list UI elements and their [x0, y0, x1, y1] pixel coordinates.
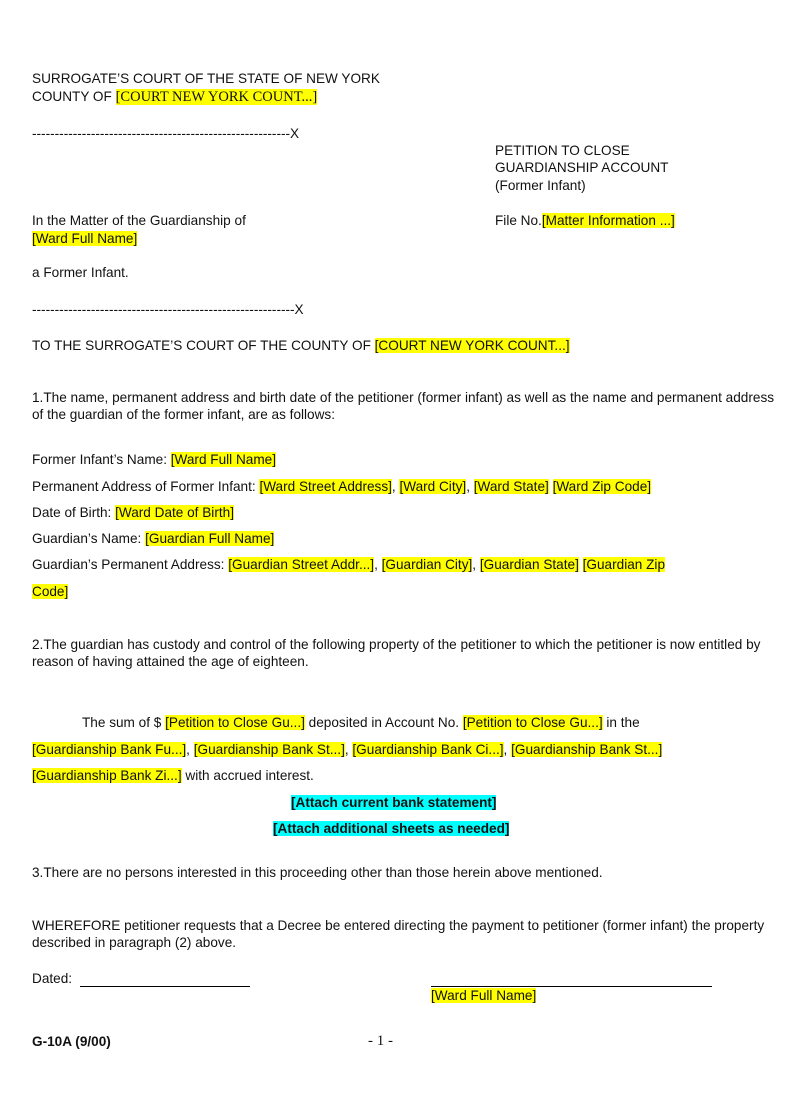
comma: , [344, 742, 353, 757]
comma: , [391, 479, 400, 494]
county-prefix: COUNTY OF [32, 89, 116, 104]
address-county-field[interactable]: [COURT NEW YORK COUNT...] [374, 338, 570, 353]
address-line [32, 338, 570, 353]
file-no-label: File No. [495, 213, 542, 228]
infant-name-row [32, 452, 276, 467]
paragraph-2: 2.The guardian has custody and control of the following property of the petitioner to which the petitioner is now entitled by reason of having attained the age of eighteen. [32, 637, 761, 669]
guardian-name-row [32, 531, 274, 546]
court-name: SURROGATE’S COURT OF THE STATE OF NEW YORK [32, 71, 380, 86]
guardian-name-label: Guardian’s Name: [32, 531, 146, 546]
attach-additional-sheets-text: [Attach additional sheets as needed] [273, 821, 510, 836]
dated-label: Dated: [32, 971, 73, 986]
paragraph-3: 3.There are no persons interested in this proceeding other than those herein above mentioned. [32, 865, 603, 880]
petition-title-line3: (Former Infant) [495, 178, 586, 193]
sum-prefix: The sum of $ [82, 715, 166, 730]
infant-name-label: Former Infant’s Name: [32, 452, 171, 467]
attach-additional-sheets [273, 821, 509, 836]
ward-zip-field[interactable]: [Ward Zip Code] [552, 479, 652, 494]
former-infant-label: a Former Infant. [32, 265, 129, 280]
ward-state-field[interactable]: [Ward State] [473, 479, 549, 494]
signer-name [431, 988, 536, 1003]
guardian-street-field[interactable]: [Guardian Street Addr...] [228, 557, 375, 572]
address-prefix: TO THE SURROGATE’S COURT OF THE COUNTY OF [32, 338, 375, 353]
guardian-city-field[interactable]: [Guardian City] [381, 557, 473, 572]
sum-row-3 [32, 768, 314, 783]
separator-bottom: ----------------------------------------------------------X [32, 302, 304, 317]
form-id: G-10A (9/00) [32, 1034, 111, 1049]
ward-city-field[interactable]: [Ward City] [399, 479, 467, 494]
sum-deposited-text: deposited in Account No. [304, 715, 463, 730]
wherefore-paragraph: WHEREFORE petitioner requests that a Decree be entered directing the payment to petitioner (former infant) the property described in paragraph (2) above. [32, 918, 765, 950]
guardian-name-field[interactable]: [Guardian Full Name] [145, 531, 275, 546]
sum-row-1 [82, 715, 640, 730]
sum-in-the-text: in the [602, 715, 640, 730]
paragraph-1: 1.The name, permanent address and birth date of the petitioner (former infant) as well as the name and permanent address of the guardian of the former infant, are as follows: [32, 390, 775, 422]
bank-zip-field[interactable]: [Guardianship Bank Zi...] [32, 768, 182, 783]
county-field[interactable]: [COURT NEW YORK COUNT...] [115, 89, 318, 105]
ward-name-field[interactable] [32, 231, 137, 246]
bank-city-field[interactable]: [Guardianship Bank Ci...] [352, 742, 504, 757]
infant-address-row [32, 479, 651, 494]
sum-row-2 [32, 742, 662, 757]
comma: , [466, 479, 474, 494]
matter-label: In the Matter of the Guardianship of [32, 213, 246, 228]
bank-street-field[interactable]: [Guardianship Bank St...] [193, 742, 345, 757]
file-no [495, 213, 675, 228]
dob-field[interactable]: [Ward Date of Birth] [115, 505, 234, 520]
petition-title-line1: PETITION TO CLOSE [495, 143, 630, 158]
comma: , [472, 557, 480, 572]
attach-bank-statement-text: [Attach current bank statement] [291, 795, 497, 810]
comma: , [374, 557, 382, 572]
comma: , [503, 742, 512, 757]
guardian-zip-field-cont[interactable]: Code] [32, 584, 69, 599]
page-number: - 1 - [368, 1033, 393, 1049]
sum-amount-field[interactable]: [Petition to Close Gu...] [165, 715, 305, 730]
ward-street-field[interactable]: [Ward Street Address] [259, 479, 392, 494]
signature-line[interactable] [431, 971, 712, 987]
dob-label: Date of Birth: [32, 505, 116, 520]
guardian-zip-continued [32, 584, 68, 599]
guardian-state-field[interactable]: [Guardian State] [479, 557, 579, 572]
dated-line[interactable] [80, 971, 250, 987]
ward-name-value[interactable]: [Ward Full Name] [32, 231, 138, 246]
infant-name-field[interactable]: [Ward Full Name] [170, 452, 277, 467]
bank-full-field[interactable]: [Guardianship Bank Fu...] [32, 742, 187, 757]
guardian-zip-field[interactable]: [Guardian Zip [582, 557, 665, 572]
sum-accrued-text: with accrued interest. [181, 768, 314, 783]
comma: , [186, 742, 194, 757]
petition-title-line2: GUARDIANSHIP ACCOUNT [495, 160, 669, 175]
dob-row [32, 505, 234, 520]
separator-top: ---------------------------------------------------------X [32, 126, 300, 141]
bank-state-field[interactable]: [Guardianship Bank St...] [511, 742, 663, 757]
county-line [32, 89, 317, 106]
attach-bank-statement [291, 795, 496, 810]
guardian-address-row [32, 557, 665, 572]
file-no-field[interactable]: [Matter Information ...] [541, 213, 675, 228]
account-no-field[interactable]: [Petition to Close Gu...] [462, 715, 603, 730]
infant-address-label: Permanent Address of Former Infant: [32, 479, 260, 494]
signer-name-field[interactable]: [Ward Full Name] [431, 988, 537, 1003]
guardian-address-label: Guardian’s Permanent Address: [32, 557, 229, 572]
